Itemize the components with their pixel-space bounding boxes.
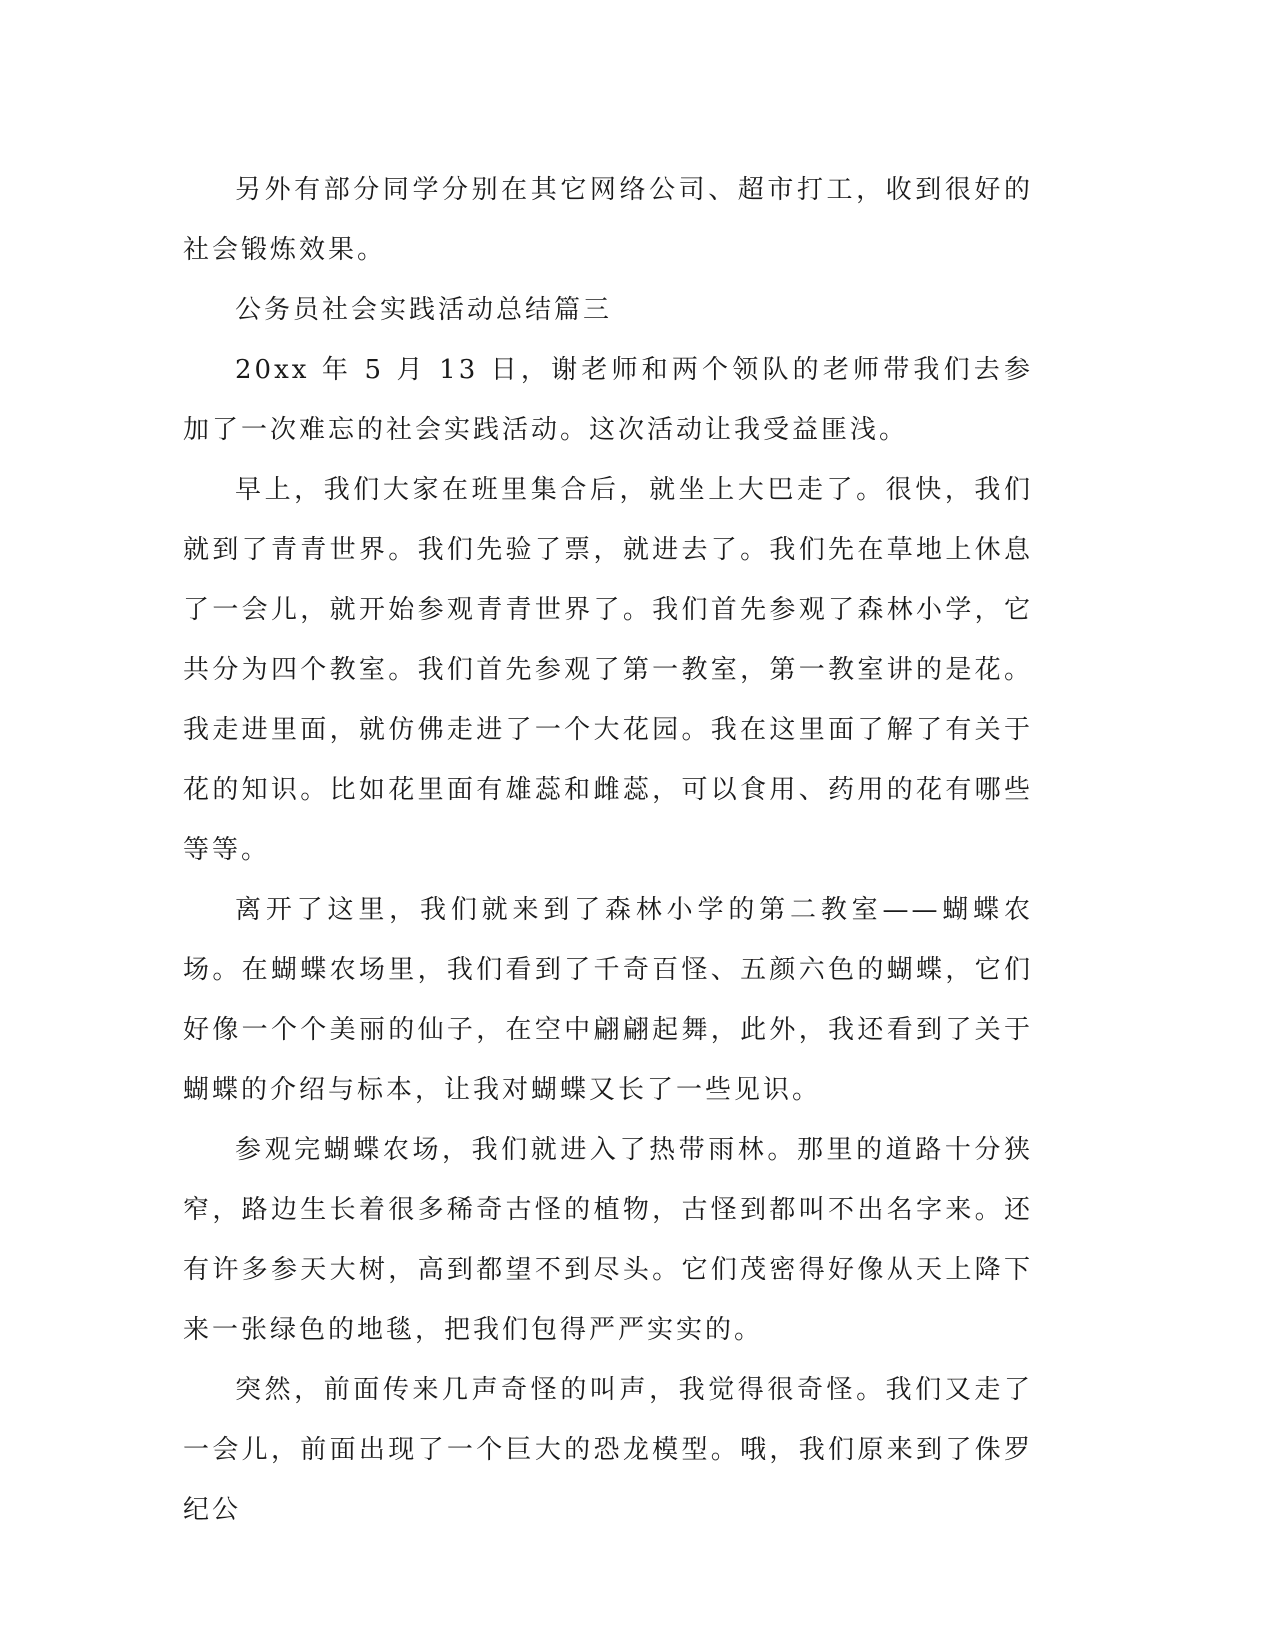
- paragraph-4: 离开了这里，我们就来到了森林小学的第二教室——蝴蝶农场。在蝴蝶农场里，我们看到了千奇百怪、五颜六色的蝴蝶，它们好像一个个美丽的仙子，在空中翩翩起舞，此外，我还看到了关于蝴蝶的介绍与标本，让我对蝴蝶又长了一些见识。: [183, 895, 1033, 1105]
- section-heading: 公务员社会实践活动总结篇三: [235, 295, 613, 325]
- paragraph-1: 另外有部分同学分别在其它网络公司、超市打工，收到很好的社会锻炼效果。: [183, 175, 1033, 265]
- paragraph-2: 20xx 年 5 月 13 日，谢老师和两个领队的老师带我们去参加了一次难忘的社会实践活动。这次活动让我受益匪浅。: [183, 355, 1033, 445]
- paragraph-3: 早上，我们大家在班里集合后，就坐上大巴走了。很快，我们就到了青青世界。我们先验了票，就进去了。我们先在草地上休息了一会儿，就开始参观青青世界了。我们首先参观了森林小学，它共分为四个教室。我们首先参观了第一教室，第一教室讲的是花。我走进里面，就仿佛走进了一个大花园。我在这里面了解了有关于花的知识。比如花里面有雄蕊和雌蕊，可以食用、药用的花有哪些等等。: [183, 475, 1033, 865]
- paragraph-6: 突然，前面传来几声奇怪的叫声，我觉得很奇怪。我们又走了一会儿，前面出现了一个巨大的恐龙模型。哦，我们原来到了侏罗纪公: [183, 1375, 1033, 1525]
- paragraph-5: 参观完蝴蝶农场，我们就进入了热带雨林。那里的道路十分狭窄，路边生长着很多稀奇古怪的植物，古怪到都叫不出名字来。还有许多参天大树，高到都望不到尽头。它们茂密得好像从天上降下来一张绿色的地毯，把我们包得严严实实的。: [183, 1135, 1033, 1345]
- document-body: [183, 160, 1033, 1540]
